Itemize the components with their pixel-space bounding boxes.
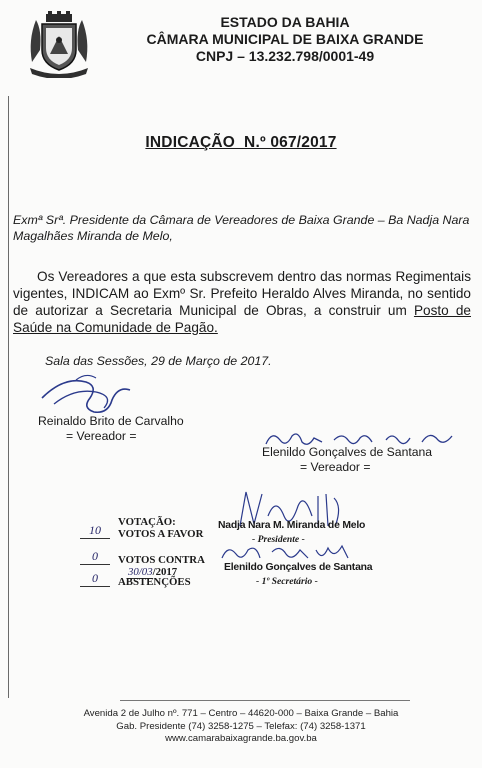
signatory-2-name: Elenildo Gonçalves de Santana xyxy=(262,445,433,459)
footer-phones: Gab. Presidente (74) 3258-1275 – Telefax: (74) 3258-1371 xyxy=(116,720,366,732)
vote-abstencoes-count: 0 xyxy=(80,571,110,587)
footer xyxy=(0,708,482,746)
vote-abstencoes-label: ABSTENÇÕES xyxy=(118,576,191,588)
signatory-1-name: Reinaldo Brito de Carvalho xyxy=(38,414,184,428)
vote-date-year: /2017 xyxy=(152,566,178,578)
footer-address: Avenida 2 de Julho nº. 771 – Centro – 44620-000 – Baixa Grande – Bahia xyxy=(83,708,399,719)
president-name: Nadja Nara M. Miranda de Melo xyxy=(218,520,366,531)
secretary-role: - 1º Secretário - xyxy=(256,576,318,587)
vote-contra-label: VOTOS CONTRA xyxy=(118,554,205,566)
footer-website[interactable]: www.camarabaixagrande.ba.gov.ba xyxy=(165,733,317,744)
footer-divider xyxy=(120,700,410,701)
president-role-text: Presidente xyxy=(257,534,300,545)
margin-rule xyxy=(8,96,9,698)
vote-contra-count: 0 xyxy=(80,549,110,565)
signatory-2-role: = Vereador = xyxy=(300,460,371,474)
vote-date-handwritten: 30/03 xyxy=(128,566,153,578)
session-date: Sala das Sessões, 29 de Março de 2017. xyxy=(45,354,272,368)
voting-stamp xyxy=(76,523,206,590)
signatory-1-role: = Vereador = xyxy=(66,429,137,443)
body-paragraph xyxy=(13,268,471,336)
coat-of-arms-icon xyxy=(22,10,96,78)
letterhead xyxy=(100,14,470,65)
voting-title: VOTAÇÃO: xyxy=(118,516,176,528)
addressee: Exmª Srª. Presidente da Câmara de Vereadores de Baixa Grande – Ba Nadja Nara Magalhães Miranda de Melo, xyxy=(13,213,470,243)
header-cnpj: CNPJ – 13.232.798/0001-49 xyxy=(195,48,375,64)
secretary-name: Elenildo Gonçalves de Santana xyxy=(224,562,373,573)
document-title: INDICAÇÃO N.º 067/2017 xyxy=(145,134,337,151)
signature-reinaldo-icon xyxy=(34,368,154,418)
header-chamber: CÂMARA MUNICIPAL DE BAIXA GRANDE xyxy=(146,31,424,47)
president-role: - Presidente - xyxy=(252,534,305,545)
secretary-role-text: 1º Secretário xyxy=(261,576,313,587)
body-text-underlined: Posto de Saúde na Comunidade de Pagão. xyxy=(13,303,471,335)
vote-favor-label: VOTOS A FAVOR xyxy=(118,528,204,540)
vote-favor-count: 10 xyxy=(80,523,110,539)
vote-row-favor xyxy=(76,523,206,542)
header-state: ESTADO DA BAHIA xyxy=(220,14,350,30)
body-text: Os Vereadores a que esta subscrevem dentro das normas Regimentais vigentes, INDICAM ao Exmº Sr. Prefeito Heraldo Alves Miranda, no sentido de autorizar a Secretaria Municipal de Obras, a construir um xyxy=(13,269,471,318)
